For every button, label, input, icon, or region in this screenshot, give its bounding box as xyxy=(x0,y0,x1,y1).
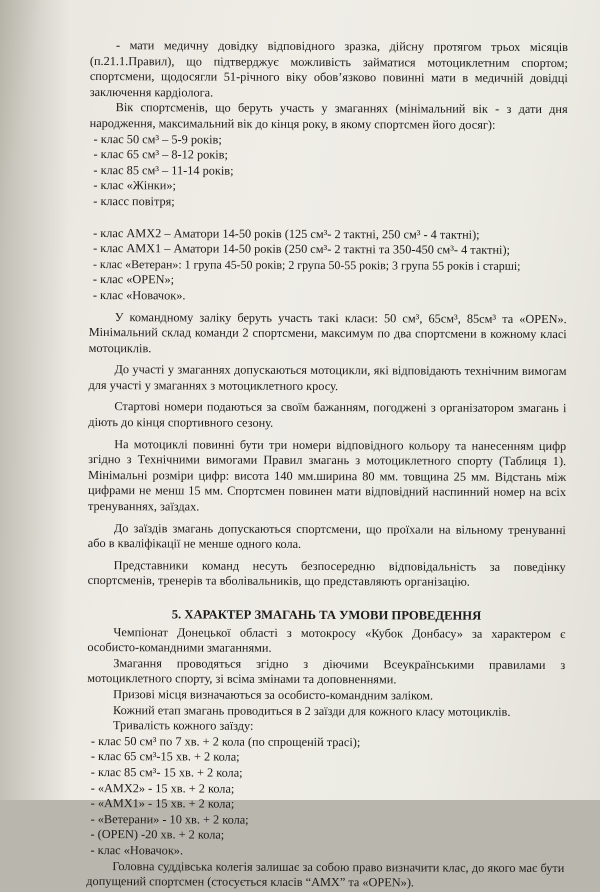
paragraph-start-numbers: Стартові номери подаються за своїм бажанням, погоджені з організатором змагань і діють до кінця спортивного сезону. xyxy=(88,399,567,430)
paragraph-duration-title: Тривалість кожного заїзду: xyxy=(112,718,254,733)
paragraph-team-classes: У командному заліку беруть участь такі класи: 50 см³, 65см³, 85см³ та «OPEN». Мінімальний склад команди 2 спортсмени, максимум по два спортсмени в кожному класі мотоциклів. xyxy=(88,309,567,355)
paragraph-age: Вік спортсменів, що беруть участь у змаганнях (мінімальний вік - з дати дня народження, максимальний вік до кінця року, в якому спортсмен його досяг): xyxy=(89,100,568,132)
paragraph-judges: Головна суддівська колегія залишає за собою право визначити клас, до якого має бути допущений спортсмен (стосується класів “АМХ” та «OPEN»). xyxy=(86,858,565,890)
duration-item: - «АМХ1» - 15 хв. + 2 кола; xyxy=(90,796,235,811)
class-item: - клас «OPEN»; xyxy=(92,272,175,287)
paragraph-medical-certificate: - мати медичну довідку відповідного зразка, дійсну протягом трьох місяців (п.21.1.Правил), що підтверджує можливість займатися мотоциклетним спортом; спортсмени, щодосягли 51-річного віку обов’язково повинні мати в медичній довідці заключення кардіолога. xyxy=(89,38,568,100)
paragraph-prize-places: Призові місця визначаються за особисто-командним заліком. xyxy=(113,687,434,703)
class-item: - клас АМХ1 – Аматори 14-50 років (250 см³- 2 тактні та 350-450 см³- 4 тактні); xyxy=(93,241,511,257)
age-class-item: - клас 50 см³ – 5-9 років; xyxy=(93,131,222,147)
duration-item: - «Ветерани» - 10 хв. + 2 кола; xyxy=(90,811,249,827)
duration-item: - клас 50 см³ по 7 хв. + 2 кола (по спрощеній трасі); xyxy=(90,733,361,749)
paragraph-admission: До заїздів змагань допускаються спортсмени, що проїхали на вільному тренуванні або в кваліфікації не менше одного кола. xyxy=(87,520,566,552)
paragraph-number-plates: На мотоциклі повинні бути три номери відповідного кольору та нанесенням цифр згідно з Технічними вимогами Правил змагань з мотоциклетного спорту (Таблиця 1). Мінімальні розміри цифр: висота 140 мм.ширина 80 мм. товщина 25 мм. Відстань між цифрами не менш 15 мм. Спортсмен повинен мати відповідний наспинний номер на всіх тренуваннях, заїздах. xyxy=(87,436,567,514)
class-item: - клас «Новачок». xyxy=(92,287,186,303)
document-body xyxy=(86,38,568,892)
age-class-item: - клас «Жінки»; xyxy=(93,178,176,193)
duration-item: - клас 85 см³- 15 хв. + 2 кола; xyxy=(90,764,243,780)
paragraph-motorcycles: До участі у змаганнях допускаються мотоцикли, які відповідають технічним вимогам для участі у змаганнях з мотоциклетного кросу. xyxy=(88,362,567,393)
age-class-item: - клас 85 см³ – 11-14 років; xyxy=(93,162,234,178)
age-class-item: - класс повітря; xyxy=(93,193,175,209)
duration-item: - «АМХ2» - 15 хв. + 2 кола; xyxy=(90,780,235,796)
duration-item: - клас 65 см³-15 хв. + 2 кола; xyxy=(90,749,240,765)
paragraph-heats: Кожний етап змагань проводиться в 2 заїзди для кожного класу мотоциклів. xyxy=(113,702,511,719)
duration-item: - (OPEN) -20 хв. + 2 кола; xyxy=(90,827,225,842)
paragraph-rules: Змагання проводяться згідно з діючими Всеукраїнськими правилами з мотоциклетного спорту, зі всіма змінами та доповненнями. xyxy=(87,655,566,687)
paragraph-team-responsibility: Представники команд несуть безпосередню відповідальність за поведінку спортсменів, тренерів та вболівальників, що представляють організацію. xyxy=(87,557,566,590)
duration-item: - клас «Новачок». xyxy=(90,842,184,858)
section-heading: 5. ХАРАКТЕР ЗМАГАНЬ ТА УМОВИ ПРОВЕДЕННЯ xyxy=(171,607,482,623)
page-shadow xyxy=(0,0,70,800)
class-item: - клас «Ветеран»: 1 група 45-50 років; 2 група 50-55 років; 3 група 55 років і старші; xyxy=(92,256,521,273)
paragraph-championship: Чемпіонат Донецької області з мотокросу «Кубок Донбасу» за характером є особисто-командними змаганнями. xyxy=(87,624,566,655)
age-class-item: - клас 65 см³ – 8-12 років; xyxy=(93,147,228,162)
class-item: - клас АМХ2 – Аматори 14-50 років (125 см³- 2 тактні, 250 см³ - 4 тактні); xyxy=(93,225,480,242)
